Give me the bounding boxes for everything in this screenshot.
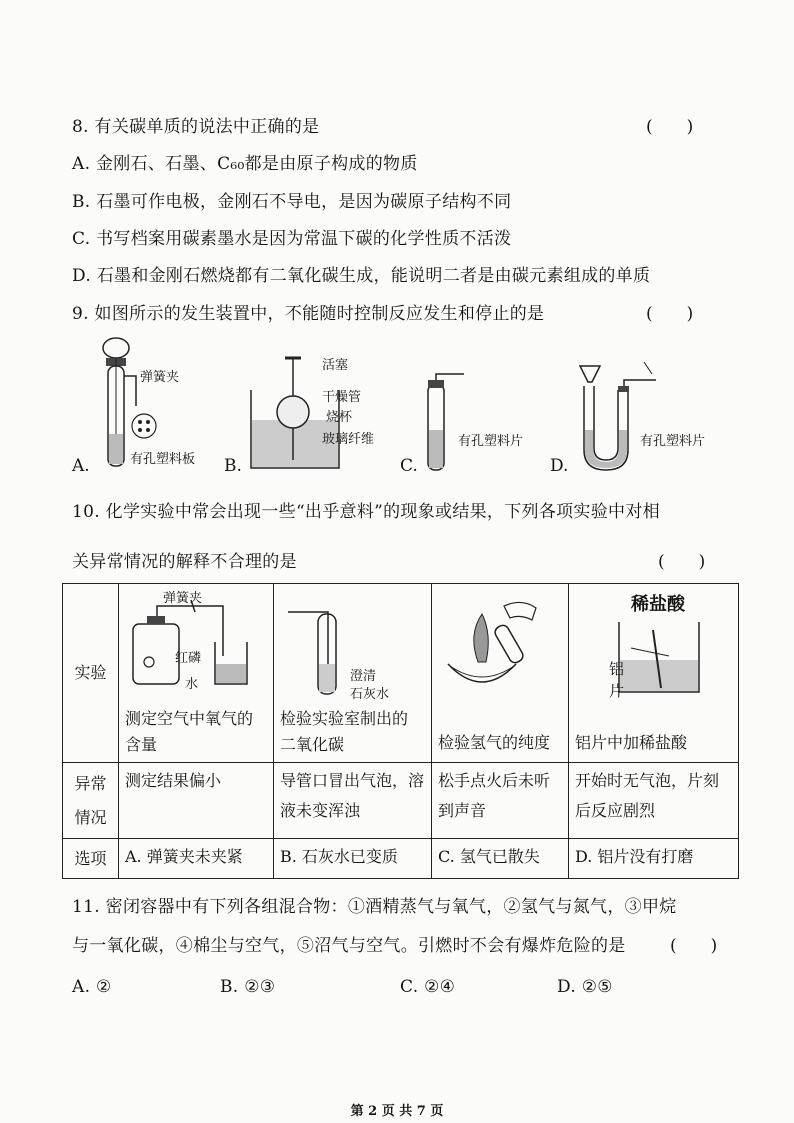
exp-cell-c — [432, 584, 569, 763]
fig-a-label-plate: 有孔塑料板 — [130, 452, 196, 467]
q9-stem: 9. 如图所示的发生装置中，不能随时控制反应发生和停止的是 — [72, 304, 545, 324]
q8-answer-paren[interactable]: ( ) — [646, 117, 694, 137]
q8-option-a[interactable]: A. 金刚石、石墨、C₆₀都是由原子构成的物质 — [72, 154, 418, 174]
exp-a-label-water: 水 — [185, 677, 199, 692]
exp-cell-b — [274, 584, 432, 763]
exp-a-caption: 测定空气中氧气的含量 — [125, 709, 254, 754]
q8-option-c[interactable]: C. 书写档案用碳素墨水是因为常温下碳的化学性质不活泼 — [72, 229, 512, 249]
fig-c-label-plate: 有孔塑料片 — [458, 434, 524, 449]
q10-experiment-table — [62, 583, 739, 879]
exp-a-label-clamp: 弹簧夹 — [163, 591, 203, 606]
q10-stem-line2: 关异常情况的解释不合理的是 — [72, 552, 297, 572]
q11-option-b[interactable]: B. ②③ — [220, 977, 276, 997]
q9-option-c[interactable]: C. — [400, 456, 418, 476]
q10-answer-paren[interactable]: ( ) — [658, 552, 706, 572]
row-header-option: 选项 — [63, 839, 119, 879]
q9-option-b[interactable]: B. — [224, 456, 242, 476]
row-header-anomaly: 异常情况 — [63, 763, 119, 839]
q8-option-d[interactable]: D. 石墨和金刚石燃烧都有二氧化碳生成，能说明二者是由碳元素组成的单质 — [72, 266, 651, 286]
exp-b-label-clear: 澄清 — [350, 669, 377, 684]
table-row — [63, 584, 739, 763]
anomaly-d: 开始时无气泡，片刻后反应剧烈 — [569, 763, 739, 839]
exp-b-label-limewater: 石灰水 — [350, 687, 390, 702]
q9-figure-c — [424, 370, 484, 475]
q11-stem-line2: 与一氧化碳，④棉尘与空气，⑤沼气与空气。引燃时不会有爆炸危险的是 — [72, 936, 626, 956]
exp-cell-a — [119, 584, 274, 763]
fig-b-label-piston: 活塞 — [322, 358, 349, 373]
option-d[interactable]: D. 铝片没有打磨 — [569, 839, 739, 879]
exp-c-figure — [432, 584, 569, 704]
q9-figure-d — [574, 360, 664, 475]
anomaly-a: 测定结果偏小 — [119, 763, 274, 839]
page-footer: 第 2 页 共 7 页 — [350, 1104, 444, 1119]
q11-option-c[interactable]: C. ②④ — [400, 977, 456, 997]
q9-option-d[interactable]: D. — [550, 456, 569, 476]
fig-d-label-plate: 有孔塑料片 — [640, 434, 706, 449]
q9-answer-paren[interactable]: ( ) — [646, 304, 694, 324]
option-b[interactable]: B. 石灰水已变质 — [274, 839, 432, 879]
q11-answer-paren[interactable]: ( ) — [670, 936, 718, 956]
q10-stem-line1: 10. 化学实验中常会出现一些“出乎意料”的现象或结果，下列各项实验中对相 — [72, 502, 660, 522]
anomaly-b: 导管口冒出气泡，溶液未变浑浊 — [274, 763, 432, 839]
q8-stem: 8. 有关碳单质的说法中正确的是 — [72, 117, 320, 137]
fig-b-label-beaker: 烧杯 — [326, 410, 353, 425]
table-row — [63, 839, 739, 879]
q11-option-a[interactable]: A. ② — [72, 977, 112, 997]
exp-cell-d — [569, 584, 739, 763]
exp-d-label-al-2: 片 — [609, 682, 625, 700]
exp-d-label-al-1: 铝 — [609, 660, 625, 678]
q11-stem-line1: 11. 密闭容器中有下列各组混合物：①酒精蒸气与氧气，②氢气与氮气，③甲烷 — [72, 897, 677, 917]
fig-b-label-fiber: 玻璃纤维 — [322, 432, 375, 447]
fig-a-label-clamp: 弹簧夹 — [140, 370, 180, 385]
q11-option-d[interactable]: D. ②⑤ — [557, 977, 613, 997]
fig-b-label-tube: 干燥管 — [322, 390, 362, 405]
exp-d-caption: 铝片中加稀盐酸 — [575, 733, 688, 752]
row-header-experiment: 实验 — [63, 584, 119, 763]
anomaly-c: 松手点火后未听到声音 — [432, 763, 569, 839]
option-a[interactable]: A. 弹簧夹未夹紧 — [119, 839, 274, 879]
exp-d-label-acid: 稀盐酸 — [631, 594, 685, 615]
exp-b-caption: 检验实验室制出的二氧化碳 — [280, 709, 409, 754]
option-c[interactable]: C. 氢气已散失 — [432, 839, 569, 879]
exp-a-label-phosphorus: 红磷 — [175, 651, 202, 666]
table-row — [63, 763, 739, 839]
exp-c-caption: 检验氢气的纯度 — [438, 733, 551, 752]
q9-option-a[interactable]: A. — [72, 456, 90, 476]
q8-option-b[interactable]: B. 石墨可作电极，金刚石不导电，是因为碳原子结构不同 — [72, 192, 512, 212]
